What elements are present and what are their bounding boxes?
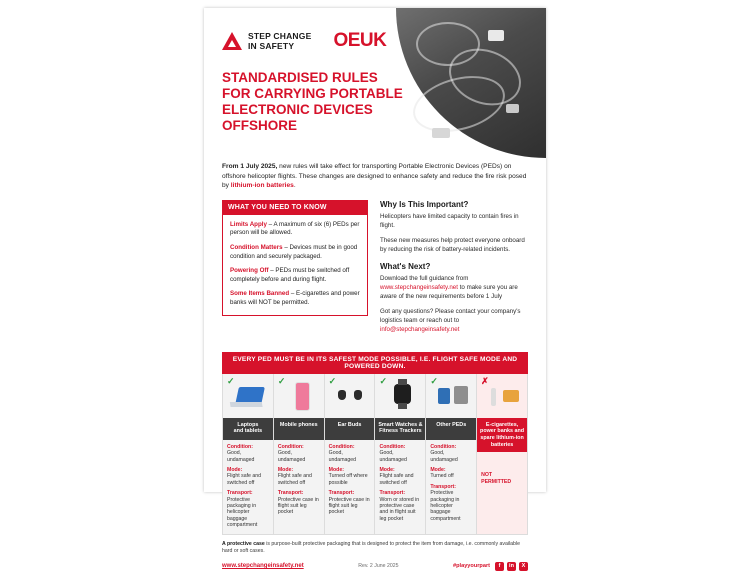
tick-icon: ✓ [328,375,337,386]
item-label: Limits Apply [230,220,267,228]
device-name: Other PEDs [426,418,476,440]
device-name: E-cigarettes, power banks and spare lithium-ion batteries [477,418,527,452]
cross-icon: ✗ [481,375,489,386]
paragraph-why-2: These new measures help protect everyone onboard by reducing the risk of battery-related incidents. [380,237,525,254]
device-column-mobile-phones [274,374,325,534]
field-mode [227,467,269,486]
e-cigarette-icon [491,388,496,406]
other-peds-icon [454,386,468,404]
title-line-1: STANDARDISED RULES [222,70,378,85]
paragraph-next-2 [380,308,528,334]
field-condition [227,444,269,463]
section-heading-why: Why Is This Important? [380,199,469,209]
field-label: Mode: [227,466,243,473]
item-text: – PEDs must be switched off completely before and during flight. [230,267,350,283]
field-condition [379,444,421,463]
intro-text-1: new rules will take effect for transporting Portable Electronic Devices (PEDs) on offshore helicopter flights. These changes are designed to enhance safety and reduce the fire risk posed by [222,163,527,190]
what-you-need-to-know-panel [222,200,368,342]
ear-buds-icon [354,390,362,400]
device-details [325,440,375,534]
oeuk-logo: OEUK [333,30,387,51]
field-mode [430,467,472,480]
item-text: – Devices must be in good condition and securely packaged. [230,243,358,260]
guidance-link[interactable]: www.stepchangeinsafety.net [380,283,458,291]
field-value: Flight safe and switched off [227,473,262,486]
footer-social-row [453,562,528,571]
why-important-panel [380,200,528,342]
device-image [426,374,476,418]
field-label: Condition: [328,443,355,450]
para-post: to make sure you are aware of the new requirements before 1 July [380,283,518,300]
field-value: Good, undamaged [277,450,306,463]
tick-icon: ✓ [379,375,388,386]
plug-shape [488,30,504,41]
field-value: Protective case in flight suit leg pocket [277,496,319,516]
linkedin-icon[interactable]: in [507,562,516,571]
device-column-ear-buds [325,374,376,534]
header-photo-cables [396,8,546,158]
device-name: Smart Watches & Fitness Trackers [375,418,425,440]
wynk-box [222,215,368,316]
plug-shape [506,104,519,113]
field-condition [430,444,472,463]
item-label: Powering Off [230,267,269,275]
field-value: Protective case in flight suit leg pocket [328,496,370,516]
device-details [477,452,527,534]
device-image [325,374,375,418]
device-image [274,374,324,418]
status-badge: NOT PERMITTED [481,472,512,485]
intro-highlight: lithium-ion batteries [230,182,294,190]
smart-watch-icon [394,384,411,404]
intro-text-2: . [293,182,296,190]
wynk-bar-title: WHAT YOU NEED TO KNOW [222,200,368,215]
intro-lead: From 1 July 2025, [222,163,278,170]
field-label: Transport: [227,490,253,497]
field-value: Flight safe and switched off [379,473,414,486]
tick-icon: ✓ [430,375,438,386]
device-column-laptops [223,374,274,534]
device-column-other-peds [426,374,477,534]
ear-buds-icon [338,390,346,400]
field-label: Mode: [277,466,294,473]
email-link[interactable]: info@stepchangeinsafety.net [380,325,460,333]
paragraph-why-1: Helicopters have limited capacity to contain fires in flight. [380,212,519,229]
field-label: Condition: [430,443,457,450]
footer-website-link[interactable]: www.stepchangeinsafety.net [222,563,304,570]
step-change-in-safety-logo [222,31,311,51]
device-column-banned-items [477,374,527,534]
field-label: Condition: [277,443,304,450]
para-pre: Download the full guidance from [380,274,469,282]
field-condition [329,444,371,463]
field-value: Worn or stored in protective case and in flight suit leg pocket [379,496,420,522]
power-bank-icon [503,390,519,402]
field-label: Condition: [379,443,406,450]
poster-footer [222,562,528,571]
field-transport [227,490,269,528]
field-transport [379,490,421,522]
device-name: Ear Buds [325,418,375,440]
field-mode [329,467,371,486]
device-name: Laptops and tablets [223,418,273,440]
field-label: Transport: [430,483,456,490]
device-image [375,374,425,418]
field-transport [329,490,371,516]
device-details [274,440,324,534]
title-line-2: FOR CARRYING PORTABLE [222,86,403,101]
x-twitter-icon[interactable]: X [519,562,528,571]
field-value: Good, undamaged [430,450,458,463]
footer-revision: Rev. 2 June 2025 [358,563,399,570]
field-mode [379,467,421,486]
device-image [477,374,527,418]
tick-icon: ✓ [277,375,286,386]
field-value: Flight safe and switched off [277,473,312,486]
field-label: Transport: [379,490,406,497]
field-value: Protective packaging in helicopter baggage compartment [227,496,258,529]
laptop-icon [235,387,265,405]
field-transport [430,484,472,522]
field-transport [278,490,320,516]
device-column-smart-watches [375,374,426,534]
device-image [223,374,273,418]
para-pre: Got any questions? Please contact your company's logistics team or reach out to [380,308,521,325]
field-value: Good, undamaged [227,450,255,463]
field-label: Transport: [277,490,304,497]
safest-mode-banner: EVERY PED MUST BE IN ITS SAFEST MODE POSSIBLE, I.E. FLIGHT SAFE MODE AND POWERED DOWN. [222,352,528,374]
device-rules-table [222,374,528,535]
triangle-icon [222,32,242,50]
field-label: Condition: [227,443,253,450]
footer-hashtag: #playyourpart [453,563,490,570]
poster-sheet [204,8,546,570]
device-details [223,440,273,534]
title-line-4: OFFSHORE [222,118,298,133]
list-item [230,244,360,261]
field-label: Mode: [379,466,395,473]
item-text: – E-cigarettes and power banks will NOT be permitted. [230,290,360,306]
field-label: Mode: [328,466,344,473]
page-title [222,70,412,134]
footnote-text: is purpose-built protective packaging that is designed to protect the item from damage, i.e. commonly available hard or soft cases. [222,540,520,554]
field-label: Mode: [430,466,446,473]
brand-text [248,31,311,51]
field-value: Turned off where possible [328,473,368,486]
footnote-term: A protective case [222,540,265,547]
list-item [230,221,360,238]
paragraph-next-1 [380,275,528,301]
facebook-icon[interactable]: f [495,562,504,571]
logo-row [222,30,386,52]
tick-icon: ✓ [227,375,235,386]
field-value: Good, undamaged [328,450,357,463]
field-mode [278,467,320,486]
field-condition [278,444,320,463]
field-value: Good, undamaged [379,450,407,463]
item-label: Condition Matters [230,243,283,251]
field-value: Protective packaging in helicopter baggage compartment [430,490,461,522]
section-heading-next: What's Next? [380,261,431,271]
item-text: – A maximum of six (6) PEDs per person will be allowed. [230,220,360,237]
brand-line-2: IN SAFETY [248,41,295,51]
other-peds-icon [438,388,450,404]
device-details [426,440,476,534]
field-value: Turned off [430,473,454,480]
mobile-phone-icon [295,382,310,411]
device-name: Mobile phones [274,418,324,440]
intro-paragraph [222,162,527,191]
item-label: Some Items Banned [230,290,290,298]
device-details [375,440,425,534]
footnote [222,541,528,555]
brand-line-1: STEP CHANGE [248,31,312,41]
body-columns [222,200,528,342]
field-label: Transport: [328,490,355,497]
poster-header [204,8,546,158]
plug-shape [432,128,450,138]
title-line-3: ELECTRONIC DEVICES [222,102,373,117]
list-item [230,290,360,307]
list-item [230,267,360,284]
